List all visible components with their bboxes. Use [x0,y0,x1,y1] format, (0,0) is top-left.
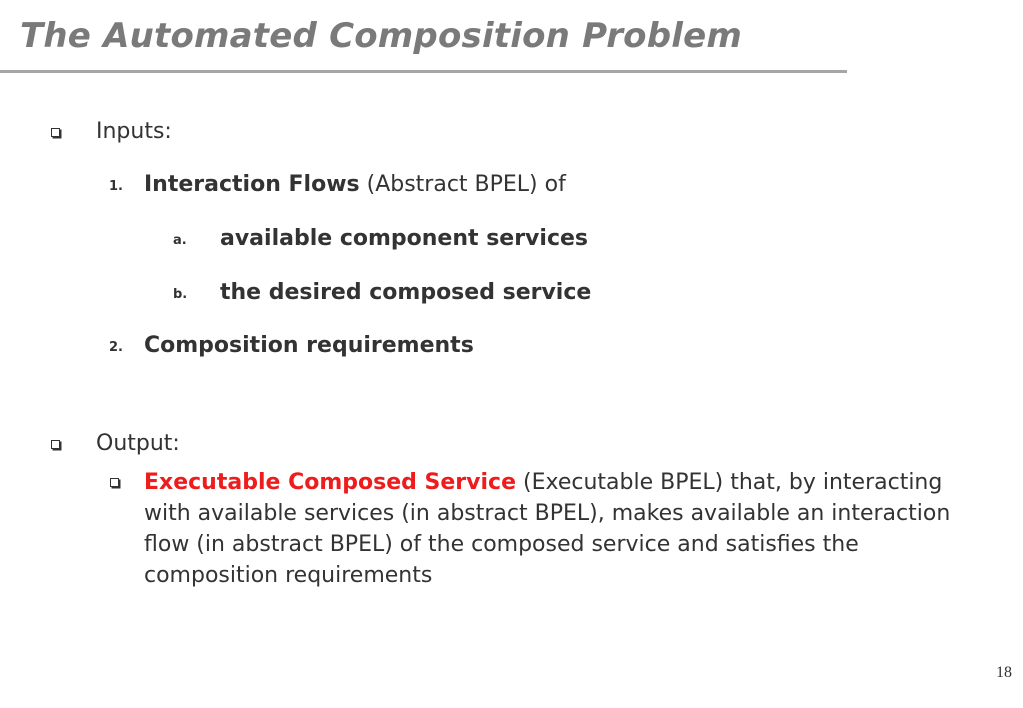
list-item [144,172,566,197]
inputs-label: Inputs: [96,119,172,144]
list-marker: a. [173,233,187,248]
slide-title: The Automated Composition Problem [20,16,742,56]
output-label: Output: [96,431,180,456]
output-description [144,467,974,591]
page-number: 18 [996,664,1012,681]
square-bullet-icon [51,440,60,449]
list-marker: 1. [109,179,123,194]
output-text: (Executable BPEL) that, by interacting with available services (in abstract BPEL), makes available an interaction flow (in abstract BPEL) of the composed service and satisfies the composition requirements [144,470,951,588]
square-bullet-icon [51,128,60,137]
list-marker: b. [173,287,188,302]
list-item: Composition requirements [144,333,474,358]
sub-list-item: the desired composed service [220,280,592,305]
list-marker: 2. [109,340,123,355]
interaction-flows-rest: (Abstract BPEL) of [359,172,566,197]
interaction-flows-term: Interaction Flows [144,172,360,197]
square-bullet-icon [110,478,119,487]
output-highlight: Executable Composed Service [144,470,517,495]
title-underline [0,70,847,73]
sub-list-item: available component services [220,226,588,251]
